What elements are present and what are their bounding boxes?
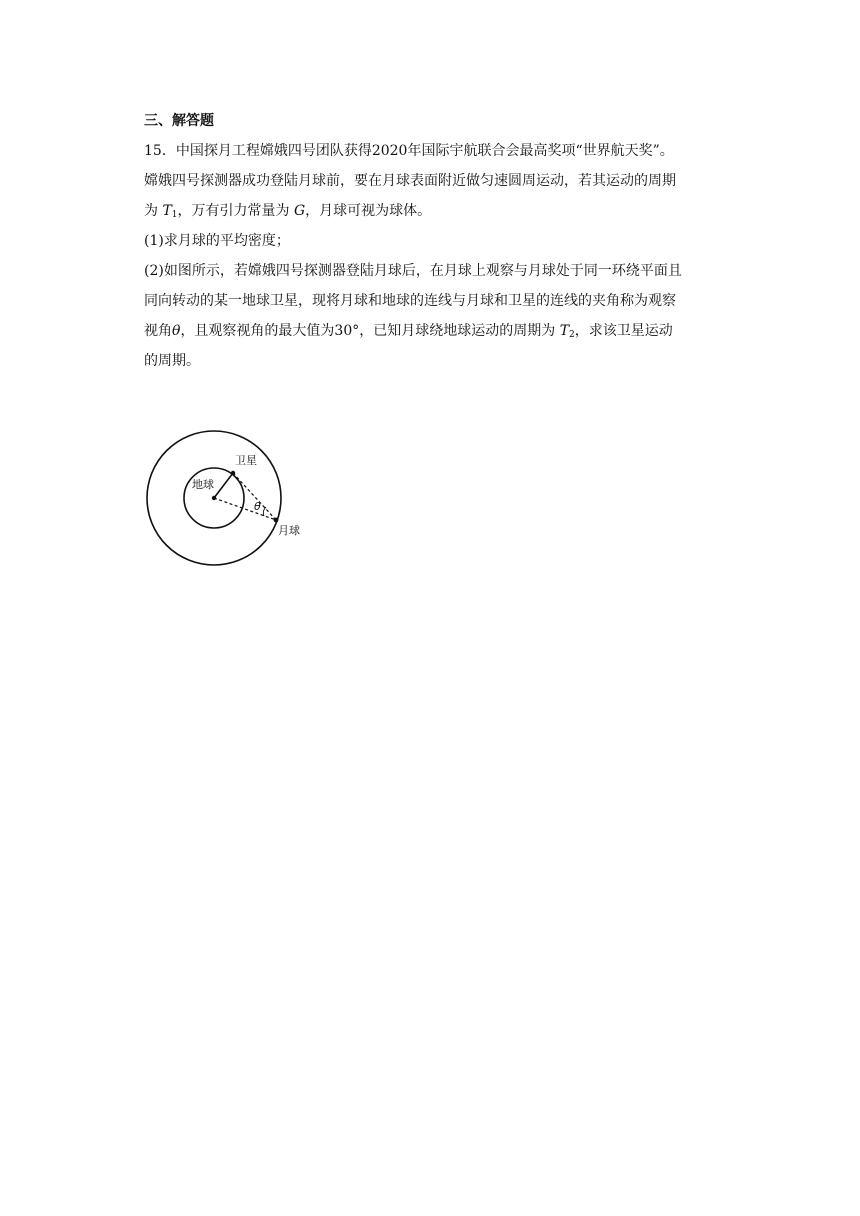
satellite-dot: [231, 471, 235, 475]
angle-label: θ: [254, 500, 261, 513]
subscript: 1: [171, 210, 178, 220]
earth-moon-line: [214, 498, 276, 520]
text-fragment: ，月球可视为球体。: [305, 203, 432, 219]
orbit-diagram-svg: [144, 412, 316, 576]
symbol-T: T: [162, 203, 172, 219]
part-2-line-1: (2)如图所示，若嫦娥四号探测器登陆月球后，在月球上观察与月球处于同一环绕平面且: [144, 263, 682, 279]
part-2-line-3: [144, 316, 724, 346]
section-heading: 三、解答题: [144, 113, 214, 129]
text-fragment: 视角: [144, 323, 172, 339]
text-fragment: ，万有引力常量为: [177, 203, 294, 219]
part-2-line-2: 同向转动的某一地球卫星，现将月球和地球的连线与月球和卫星的连线的夹角称为观察: [144, 293, 676, 309]
earth-center-dot: [212, 496, 216, 500]
orbit-diagram: [144, 412, 316, 576]
moon-dot: [274, 518, 279, 523]
moon-label: 月球: [278, 524, 300, 537]
earth-satellite-line: [214, 473, 233, 498]
part-2-line-4: 的周期。: [144, 353, 200, 369]
angle-arc: [263, 507, 266, 516]
problem-line-3: [144, 196, 724, 226]
satellite-label: 卫星: [235, 454, 257, 467]
problem-content: [144, 110, 724, 376]
earth-label: 地球: [192, 478, 214, 491]
problem-line-1: 15．中国探月工程嫦娥四号团队获得2020年国际宇航联合会最高奖项“世界航天奖”。: [144, 143, 674, 159]
subscript: 2: [569, 330, 575, 340]
symbol-G: G: [293, 203, 306, 219]
part-1: (1)求月球的平均密度；: [144, 233, 290, 249]
problem-line-2: 嫦娥四号探测器成功登陆月球前，要在月球表面附近做匀速圆周运动，若其运动的周期: [144, 173, 676, 189]
text-fragment: ，且观察视角的最大值为30°，已知月球绕地球运动的周期为: [180, 323, 560, 339]
text-fragment: 为: [144, 203, 163, 219]
text-fragment: ，求该卫星运动: [574, 323, 673, 339]
symbol-T: T: [559, 323, 570, 339]
symbol-theta: θ: [172, 323, 181, 339]
